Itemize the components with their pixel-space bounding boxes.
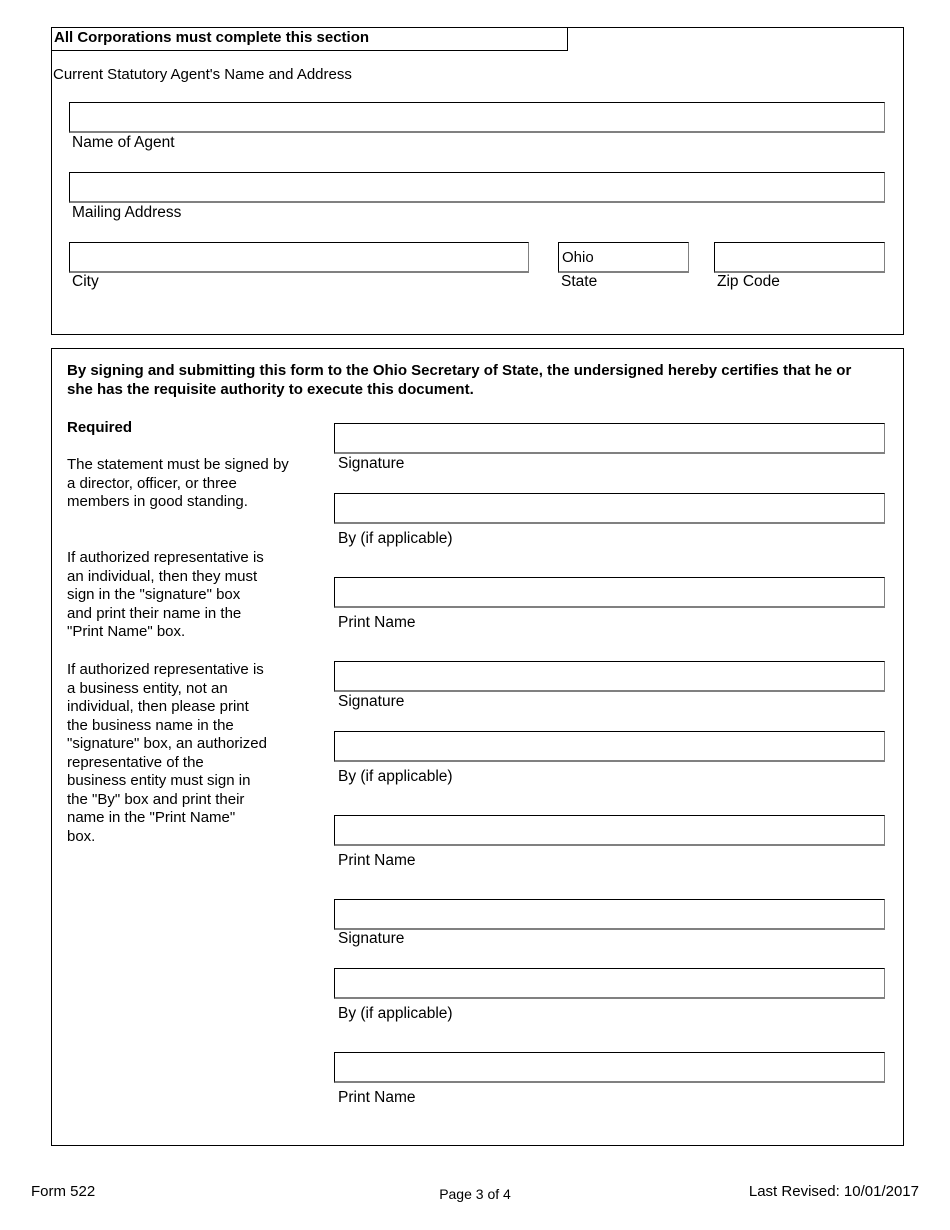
print-name-input-1[interactable] bbox=[334, 577, 885, 608]
by-input-3[interactable] bbox=[334, 968, 885, 999]
mailing-address-input[interactable] bbox=[69, 172, 885, 203]
signature-label-3: Signature bbox=[338, 930, 405, 947]
signature-label-1: Signature bbox=[338, 455, 405, 472]
print-name-label-1: Print Name bbox=[338, 614, 416, 631]
print-name-input-2[interactable] bbox=[334, 815, 885, 846]
by-label-2: By (if applicable) bbox=[338, 768, 453, 785]
print-name-label-2: Print Name bbox=[338, 852, 416, 869]
city-label: City bbox=[72, 273, 99, 290]
print-name-label-3: Print Name bbox=[338, 1089, 416, 1106]
signature-input-1[interactable] bbox=[334, 423, 885, 454]
by-input-2[interactable] bbox=[334, 731, 885, 762]
required-label: Required bbox=[67, 419, 133, 436]
signature-input-3[interactable] bbox=[334, 899, 885, 930]
instruction-2: If authorized representative is an individual, then they must sign in the "signature" box and print their name in the "Print Name" box. bbox=[67, 549, 264, 640]
print-name-input-3[interactable] bbox=[334, 1052, 885, 1083]
city-input[interactable] bbox=[69, 242, 529, 273]
by-label-1: By (if applicable) bbox=[338, 530, 453, 547]
instruction-3: If authorized representative is a business entity, not an individual, then please print the business name in the "signature" box, an authorized representative of the business entity must sign in the "By" box and print their name in the "Print Name" box. bbox=[67, 661, 267, 845]
last-revised: Last Revised: 10/01/2017 bbox=[748, 1183, 919, 1200]
instruction-1: The statement must be signed by a director, officer, or three members in good standing. bbox=[67, 456, 289, 510]
form-number: Form 522 bbox=[31, 1183, 96, 1200]
state-label: State bbox=[561, 273, 598, 290]
page-number: Page 3 of 4 bbox=[439, 1186, 511, 1202]
certification-statement: By signing and submitting this form to the Ohio Secretary of State, the undersigned hereby certifies that he or she has the requisite authority to execute this document. bbox=[67, 362, 852, 398]
agent-name-input[interactable] bbox=[69, 102, 885, 133]
section-subtitle: Current Statutory Agent's Name and Address bbox=[53, 66, 352, 83]
zip-code-label: Zip Code bbox=[717, 273, 780, 290]
state-input[interactable] bbox=[558, 242, 689, 273]
mailing-address-label: Mailing Address bbox=[72, 204, 182, 221]
agent-name-label: Name of Agent bbox=[72, 134, 175, 151]
signature-input-2[interactable] bbox=[334, 661, 885, 692]
section-header: All Corporations must complete this section bbox=[54, 29, 370, 46]
zip-code-input[interactable] bbox=[714, 242, 885, 273]
by-label-3: By (if applicable) bbox=[338, 1005, 453, 1022]
by-input-1[interactable] bbox=[334, 493, 885, 524]
signature-label-2: Signature bbox=[338, 693, 405, 710]
